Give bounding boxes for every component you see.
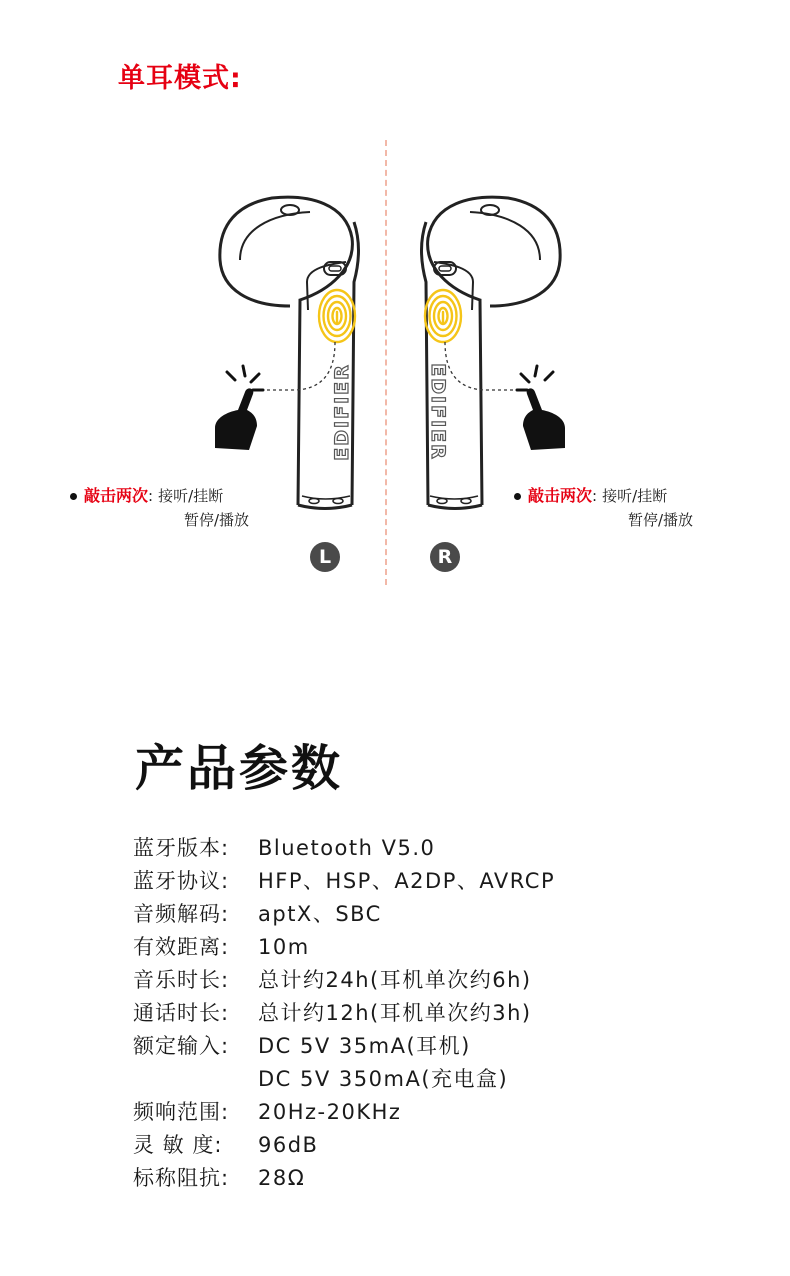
spec-label: 音乐时长: bbox=[133, 968, 230, 992]
spec-row bbox=[133, 997, 555, 1030]
right-edifier-logo: EDIFIER bbox=[427, 363, 449, 461]
spec-row bbox=[133, 865, 555, 898]
spec-row bbox=[133, 1063, 555, 1096]
spec-value: 96dB bbox=[258, 1133, 319, 1157]
spec-value: 总计约12h(耳机单次约3h) bbox=[258, 1001, 532, 1025]
spec-value: HFP、HSP、A2DP、AVRCP bbox=[258, 869, 556, 893]
spec-row bbox=[133, 1096, 555, 1129]
left-gesture-desc-2: 暂停/播放 bbox=[184, 511, 250, 529]
right-tap-hand-icon bbox=[435, 330, 575, 460]
right-gesture-info bbox=[514, 484, 693, 532]
spec-row bbox=[133, 832, 555, 865]
spec-label: 额定输入: bbox=[133, 1034, 230, 1058]
spec-value: 28Ω bbox=[258, 1166, 306, 1190]
params-title: 产品参数 bbox=[135, 740, 344, 797]
spec-value: 20Hz-20KHz bbox=[258, 1100, 402, 1124]
spec-label: 蓝牙版本: bbox=[133, 836, 230, 860]
left-gesture-desc-1: 接听/挂断 bbox=[158, 487, 224, 505]
spec-value: Bluetooth V5.0 bbox=[258, 836, 436, 860]
right-gesture-colon: : bbox=[592, 487, 598, 505]
spec-label: 频响范围: bbox=[133, 1100, 230, 1124]
spec-row bbox=[133, 898, 555, 931]
right-gesture-action: 敲击两次 bbox=[528, 486, 593, 505]
spec-row bbox=[133, 1129, 555, 1162]
spec-value: aptX、SBC bbox=[258, 902, 382, 926]
spec-list bbox=[133, 832, 555, 1195]
spec-row bbox=[133, 1162, 555, 1195]
spec-label: 蓝牙协议: bbox=[133, 869, 230, 893]
spec-row bbox=[133, 1030, 555, 1063]
left-side-badge: L bbox=[310, 542, 340, 572]
right-gesture-desc-2: 暂停/播放 bbox=[628, 511, 694, 529]
right-gesture-desc-1: 接听/挂断 bbox=[602, 487, 668, 505]
spec-value: DC 5V 350mA(充电盒) bbox=[258, 1067, 509, 1091]
left-gesture-colon: : bbox=[148, 487, 154, 505]
spec-row bbox=[133, 964, 555, 997]
spec-value: 总计约24h(耳机单次约6h) bbox=[258, 968, 532, 992]
spec-label: 有效距离: bbox=[133, 935, 230, 959]
left-gesture-info bbox=[70, 484, 249, 532]
mode-title: 单耳模式: bbox=[118, 63, 242, 94]
spec-label: 标称阻抗: bbox=[133, 1166, 230, 1190]
left-gesture-action: 敲击两次 bbox=[84, 486, 149, 505]
spec-value: DC 5V 35mA(耳机) bbox=[258, 1034, 471, 1058]
left-edifier-logo: EDIFIER bbox=[331, 363, 353, 461]
spec-label: 灵 敏 度: bbox=[133, 1133, 223, 1157]
spec-row bbox=[133, 931, 555, 964]
bullet-icon bbox=[70, 493, 77, 500]
bullet-icon bbox=[514, 493, 521, 500]
spec-value: 10m bbox=[258, 935, 310, 959]
right-side-badge: R bbox=[430, 542, 460, 572]
left-tap-hand-icon bbox=[205, 330, 345, 460]
spec-label: 音频解码: bbox=[133, 902, 230, 926]
spec-label: 通话时长: bbox=[133, 1001, 230, 1025]
center-divider bbox=[385, 140, 387, 585]
